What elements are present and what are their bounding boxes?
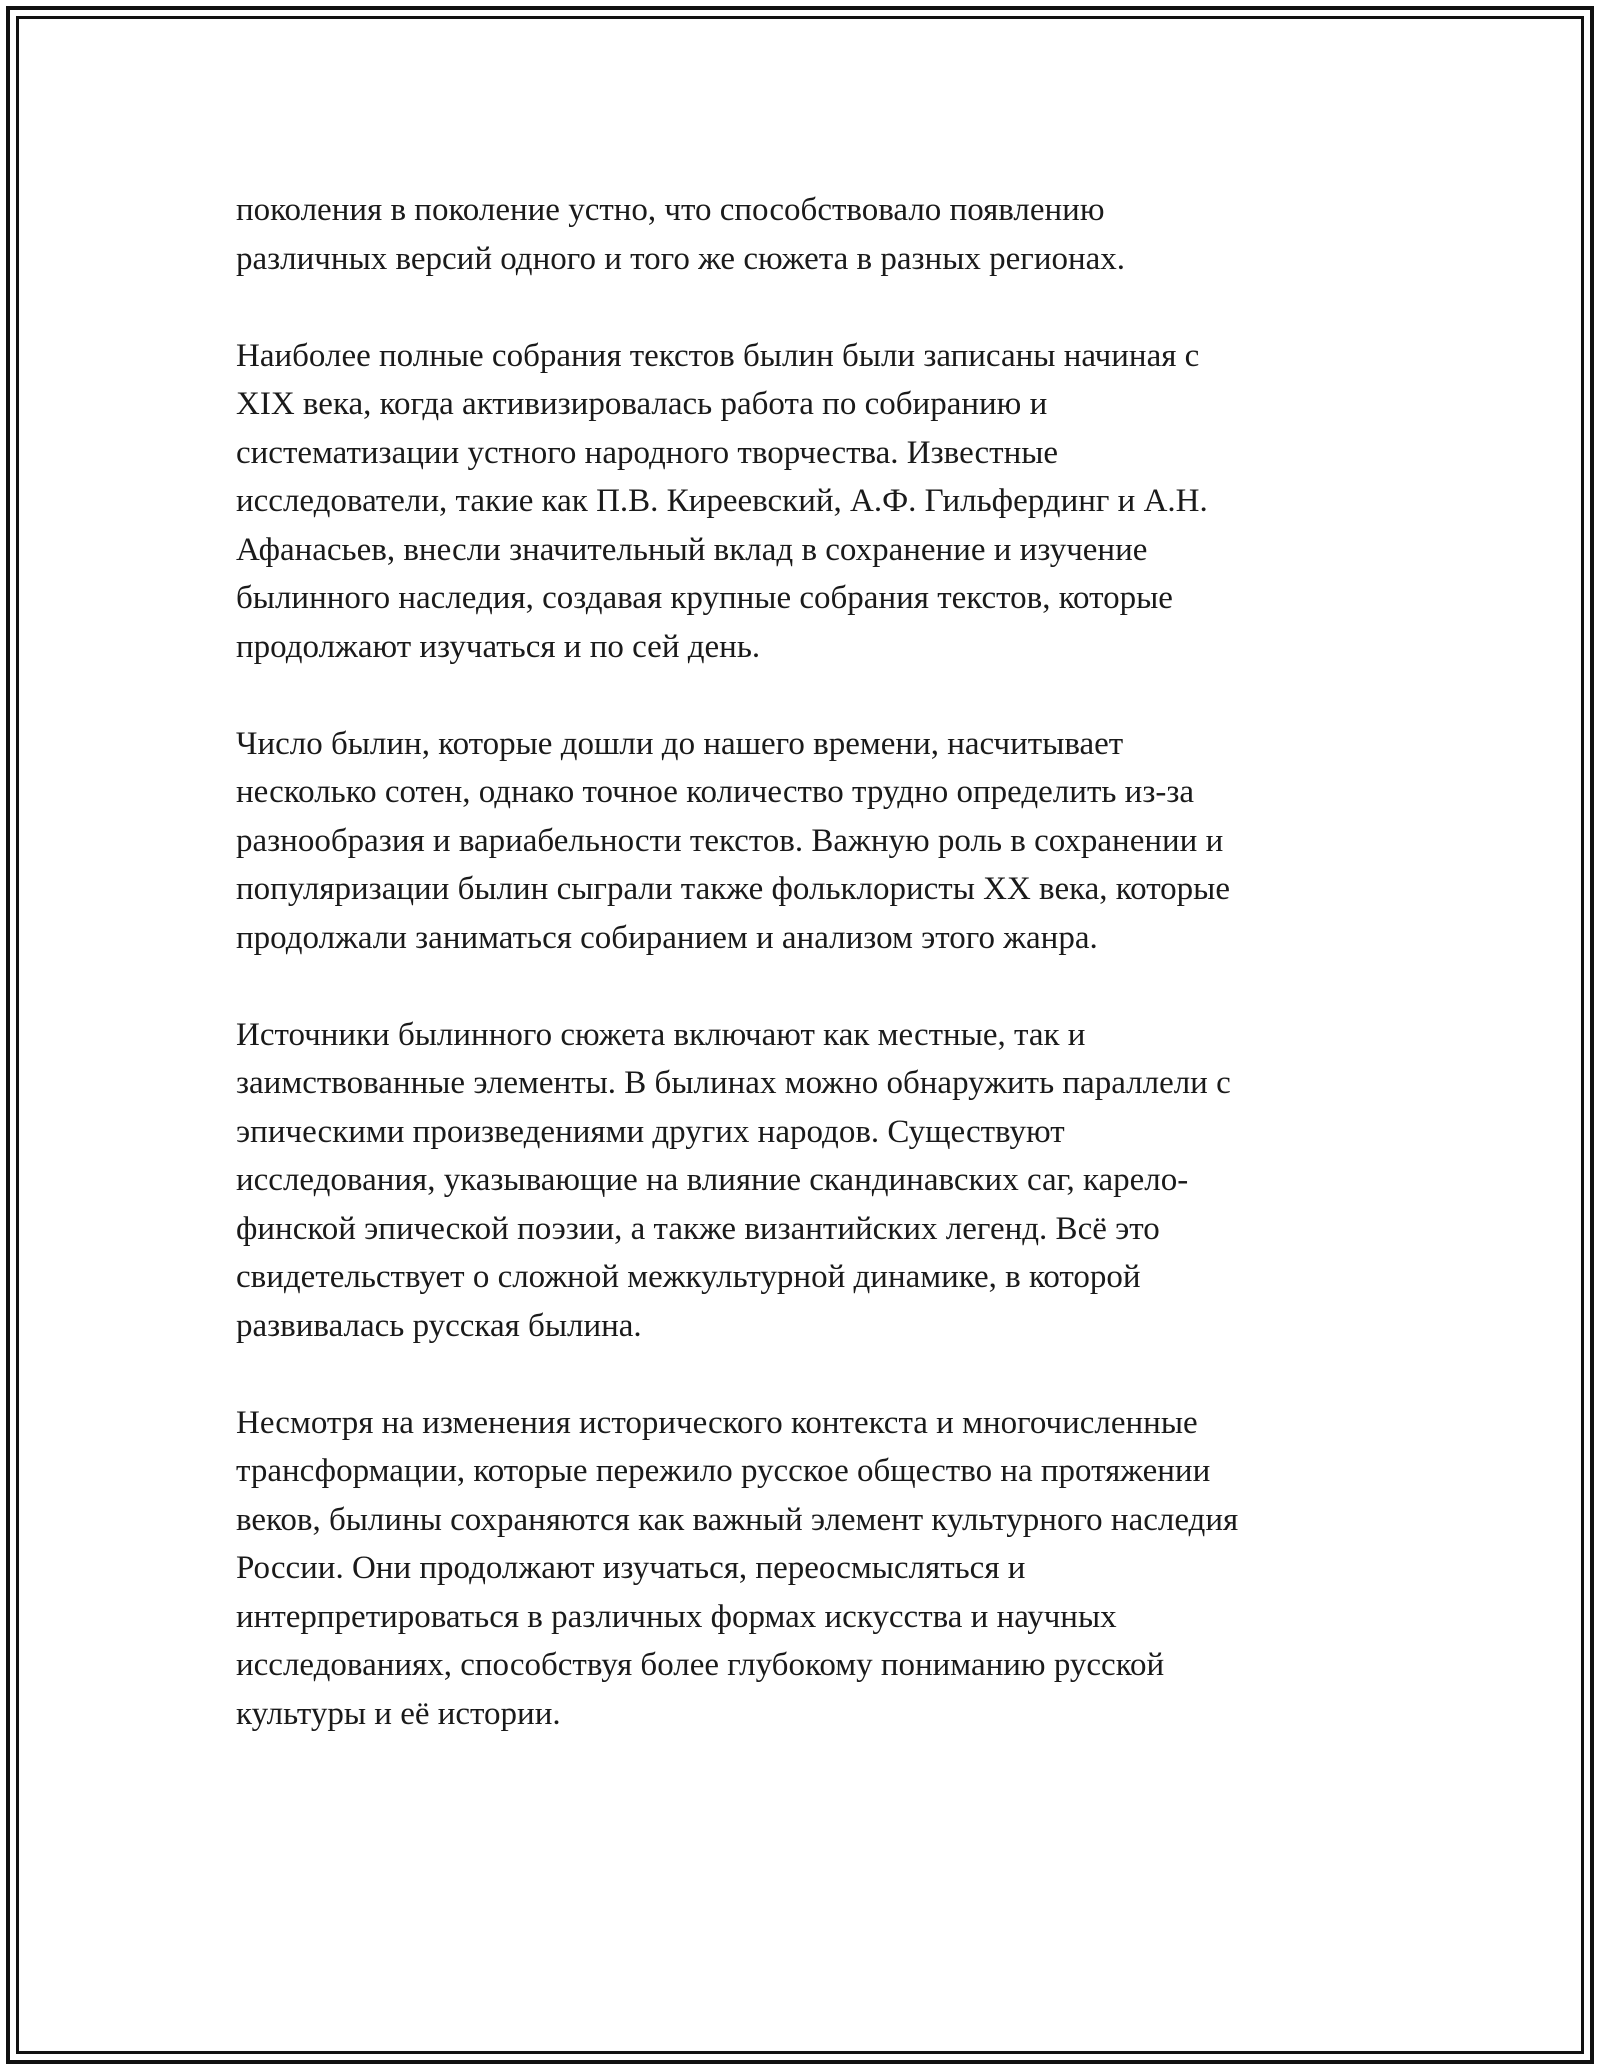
paragraph-19th-century-collections: Наиболее полные собрания текстов былин были записаны начиная с XIX века, когда активизировалась работа по собиранию и систематизации устного народного творчества. Известные исследователи, такие как П.В. Киреевский, А.Ф. Гильфердинг и А.Н. Афанасьев, внесли значительный вклад в сохранение и изучение былинного наследия, создавая крупные собрания текстов, которые продолжают изучаться и по сей день. [236, 337, 1208, 665]
document-body [236, 186, 1386, 1738]
paragraph-oral-transmission: поколения в поколение устно, что способствовало появлению различных версий одного и того же сюжета в разных регионах. [236, 192, 1126, 277]
paragraph-plot-sources: Источники былинного сюжета включают как местные, так и заимствованные элементы. В былинах можно обнаружить параллели с эпическими произведениями других народов. Существуют исследования, указывающие на влияние скандинавских саг, карело- финской эпической поэзии, а также византийских легенд. Всё это свидетельствует о сложной межкультурной динамике, в которой развивалась русская былина. [236, 1016, 1231, 1344]
paragraph-number-of-bylinas: Число былин, которые дошли до нашего времени, насчитывает несколько сотен, однако точное количество трудно определить из-за разнообразия и вариабельности текстов. Важную роль в сохранении и популяризации былин сыграли также фольклористы XX века, которые продолжали заниматься собиранием и анализом этого жанра. [236, 725, 1230, 956]
paragraph-cultural-heritage: Несмотря на изменения исторического контекста и многочисленные трансформации, которые пережило русское общество на протяжении веков, былины сохраняются как важный элемент культурного наследия России. Они продолжают изучаться, переосмысляться и интерпретироваться в различных формах искусства и научных исследованиях, способствуя более глубокому пониманию русской культуры и её истории. [236, 1404, 1239, 1732]
